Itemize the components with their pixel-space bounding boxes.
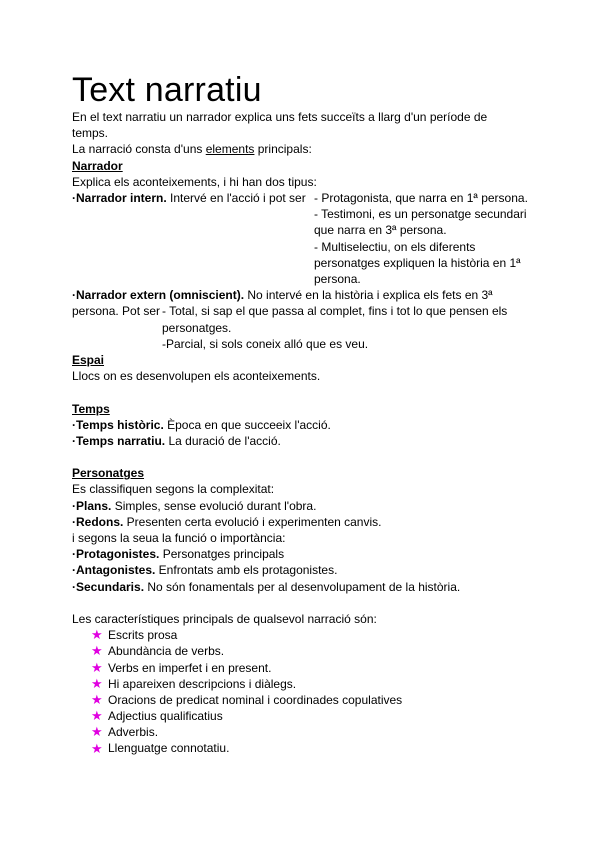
- star-icon: ★: [91, 675, 103, 691]
- redons-text: Presenten certa evolució i experimenten canvis.: [123, 514, 382, 529]
- plans-text: Simples, sense evolució durant l'obra.: [111, 498, 317, 513]
- intro-elements-line: [72, 141, 542, 157]
- star-icon: ★: [91, 659, 103, 675]
- narrador-extern-label: persona. Pot ser: [72, 304, 161, 319]
- list-item-text: Hi apareixen descripcions i diàlegs.: [108, 676, 297, 691]
- list-item-text: Abundància de verbs.: [108, 644, 225, 659]
- star-icon: ★: [91, 708, 103, 724]
- plans-term: ·Plans.: [72, 498, 112, 513]
- narrador-intern-label: [72, 190, 312, 287]
- intro-line: En el text narratiu un narrador explica uns fets succeïts a llarg d'un període de: [72, 110, 488, 124]
- list-item-text: Adjectius qualificatius: [108, 709, 223, 724]
- caracteristiques-list: [72, 627, 542, 757]
- protagonistes-term: ·Protagonistes.: [72, 547, 160, 562]
- list-item: [91, 692, 542, 708]
- personatges-intro: Es classifiquen segons la complexitat:: [72, 482, 275, 497]
- list-item: [91, 660, 542, 676]
- list-item: [91, 740, 542, 756]
- caracteristiques-intro: Les característiques principals de qualsevol narració són:: [72, 611, 377, 626]
- list-item-text: Escrits prosa: [108, 628, 178, 643]
- option-item: [314, 206, 538, 238]
- espai-text: Llocs on es desenvolupen els aconteixements.: [72, 369, 321, 384]
- personatges-sec-line: [72, 579, 542, 595]
- personatges-prot-line: [72, 546, 542, 562]
- list-item: [91, 724, 542, 740]
- secundaris-text: No són fonamentals per al desenvolupament de la història.: [144, 579, 461, 594]
- narrador-extern-line: [72, 287, 542, 303]
- spacer: [72, 384, 542, 400]
- star-icon: ★: [91, 691, 103, 707]
- intro-text: La narració consta d'uns: [72, 142, 206, 157]
- option-item: [162, 336, 542, 352]
- option-text: - Protagonista, que narra en 1ª persona.: [314, 190, 528, 205]
- section-heading-narrador: Narrador: [72, 158, 123, 173]
- option-item: [162, 303, 542, 335]
- temps-narratiu-text: La duració de l'acció.: [165, 433, 281, 448]
- narrador-intern-term: ·Narrador intern.: [72, 190, 167, 205]
- section-heading-temps: Temps: [72, 401, 110, 416]
- temps-narratiu-term: ·Temps narratiu.: [72, 433, 166, 448]
- narrador-intern-options: [312, 190, 538, 287]
- personatges-redons-line: [72, 514, 542, 530]
- narrador-extern-options: [162, 303, 542, 352]
- intro-line: temps.: [72, 126, 109, 141]
- star-icon: ★: [91, 627, 103, 643]
- list-item: [91, 676, 542, 692]
- temps-historic-text: Època en que succeeix l'acció.: [163, 417, 331, 432]
- section-heading-personatges: Personatges: [72, 466, 145, 481]
- option-item: [314, 190, 538, 206]
- star-icon: ★: [91, 740, 103, 756]
- list-item-text: Adverbis.: [108, 725, 159, 740]
- list-item-text: Oracions de predicat nominal i coordinades copulatives: [108, 692, 403, 707]
- star-icon: ★: [91, 724, 103, 740]
- elements-link[interactable]: elements: [205, 142, 255, 157]
- section-heading-espai: Espai: [72, 352, 105, 367]
- temps-historic-line: [72, 417, 542, 433]
- document-title: Text narratiu: [72, 71, 262, 109]
- narrador-extern-text: No intervé en la història i explica els fets en 3ª: [244, 288, 493, 303]
- list-item-text: Llenguatge connotatiu.: [108, 741, 230, 756]
- personatges-antag-line: [72, 562, 542, 578]
- narrador-intern-row: [72, 190, 542, 287]
- narrador-intro: Explica els aconteixements, i hi han dos tipus:: [72, 174, 317, 189]
- list-item-text: Verbs en imperfet i en present.: [108, 660, 272, 675]
- narrador-extern-row: [72, 303, 542, 352]
- temps-historic-term: ·Temps històric.: [72, 417, 164, 432]
- protagonistes-text: Personatges principals: [159, 547, 285, 562]
- list-item: [91, 627, 542, 643]
- star-icon: ★: [91, 643, 103, 659]
- secundaris-term: ·Secundaris.: [72, 579, 145, 594]
- option-text: - Total, si sap el que passa al complet, fins i tot lo que pensen els personatges.: [162, 304, 508, 335]
- option-text: - Multiselectiu, on els diferents personatges expliquen la història en 1ª persona.: [314, 239, 521, 286]
- list-item: [91, 643, 542, 659]
- option-item: [314, 239, 538, 288]
- list-item: [91, 708, 542, 724]
- spacer: [72, 595, 542, 611]
- option-text: -Parcial, si sols coneix alló que es veu.: [162, 336, 369, 351]
- redons-term: ·Redons.: [72, 514, 124, 529]
- spacer: [72, 449, 542, 465]
- personatges-intro2: i segons la seua la funció o importància:: [72, 531, 286, 546]
- document-body: [72, 109, 542, 757]
- temps-narratiu-line: [72, 433, 542, 449]
- narrador-extern-term: ·Narrador extern (omniscient).: [72, 288, 245, 303]
- option-text: - Testimoni, es un personatge secundari que narra en 3ª persona.: [314, 207, 527, 238]
- antagonistes-term: ·Antagonistes.: [72, 563, 156, 578]
- narrador-intern-text: Intervé en l'acció i pot ser: [166, 190, 306, 205]
- antagonistes-text: Enfrontats amb els protagonistes.: [155, 563, 338, 578]
- personatges-plans-line: [72, 498, 542, 514]
- intro-text: principals:: [254, 142, 312, 157]
